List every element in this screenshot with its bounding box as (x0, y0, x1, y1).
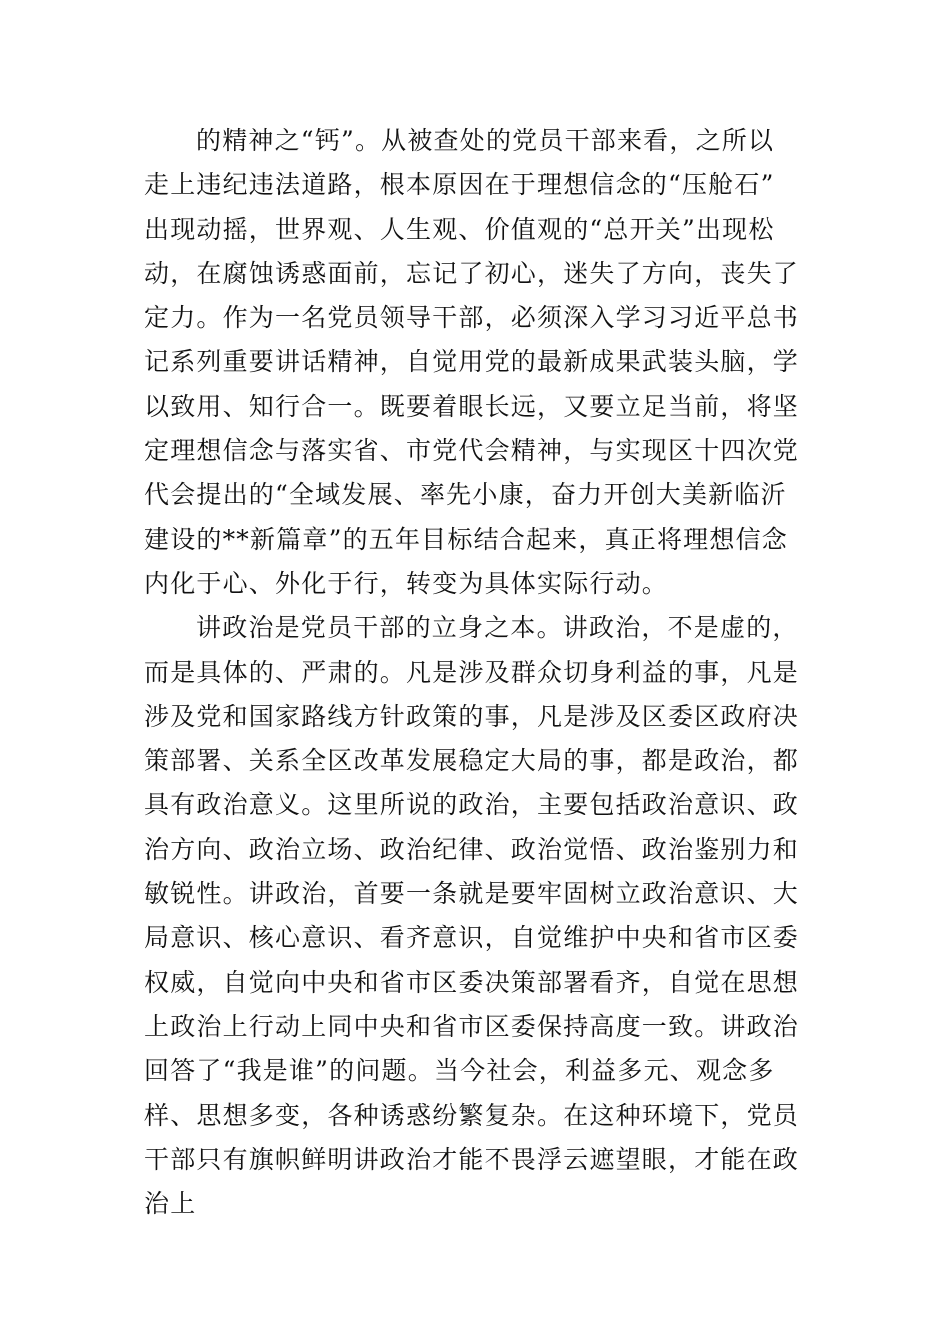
paragraph (144, 119, 810, 606)
text-line: 内化于心、外化于行，转变为具体实际行动。 (144, 568, 669, 598)
text-line: 策部署、关系全区改革发展稳定大局的事，都是政治，都 (144, 746, 800, 776)
text-line: 代会提出的“全域发展、率先小康，奋力开创大美新临沂 (144, 480, 787, 510)
paragraph (144, 606, 810, 1226)
text-line: 具有政治意义。这里所说的政治，主要包括政治意识、政 (144, 790, 800, 820)
text-line: 样、思想多变，各种诱惑纷繁复杂。在这种环境下，党员 (144, 1100, 800, 1130)
text-line: 涉及党和国家路线方针政策的事，凡是涉及区委区政府决 (144, 701, 800, 731)
text-line: 敏锐性。讲政治，首要一条就是要牢固树立政治意识、大 (144, 879, 800, 909)
text-line: 治上 (144, 1189, 197, 1219)
text-line: 记系列重要讲话精神，自觉用党的最新成果武装头脑，学 (144, 347, 800, 377)
text-line: 出现动摇，世界观、人生观、价值观的“总开关”出现松 (144, 214, 775, 244)
text-line: 建设的**新篇章”的五年目标结合起来，真正将理想信念 (144, 524, 788, 554)
text-line: 回答了“我是谁”的问题。当今社会，利益多元、观念多 (144, 1056, 775, 1086)
text-line: 走上违纪违法道路，根本原因在于理想信念的“压舱石” (144, 170, 775, 200)
text-line: 以致用、知行合一。既要着眼长远，又要立足当前，将坚 (144, 391, 800, 421)
text-line: 的精神之“钙”。从被查处的党员干部来看，之所以 (196, 126, 775, 155)
text-line: 定力。作为一名党员领导干部，必须深入学习习近平总书 (144, 303, 800, 333)
text-line: 定理想信念与落实省、市党代会精神，与实现区十四次党 (144, 436, 800, 466)
text-line: 而是具体的、严肃的。凡是涉及群众切身利益的事，凡是 (144, 657, 800, 687)
text-line: 动，在腐蚀诱惑面前，忘记了初心，迷失了方向，丧失了 (144, 258, 800, 288)
text-line: 讲政治是党员干部的立身之本。讲政治，不是虚的， (196, 613, 799, 643)
text-line: 局意识、核心意识、看齐意识，自觉维护中央和省市区委 (144, 923, 800, 953)
text-line: 权威，自觉向中央和省市区委决策部署看齐，自觉在思想 (144, 967, 800, 997)
text-line: 上政治上行动上同中央和省市区委保持高度一致。讲政治 (144, 1011, 800, 1041)
text-line: 干部只有旗帜鲜明讲政治才能不畏浮云遮望眼，才能在政 (144, 1144, 800, 1174)
document-body (144, 119, 810, 1226)
text-line: 治方向、政治立场、政治纪律、政治觉悟、政治鉴别力和 (144, 834, 800, 864)
